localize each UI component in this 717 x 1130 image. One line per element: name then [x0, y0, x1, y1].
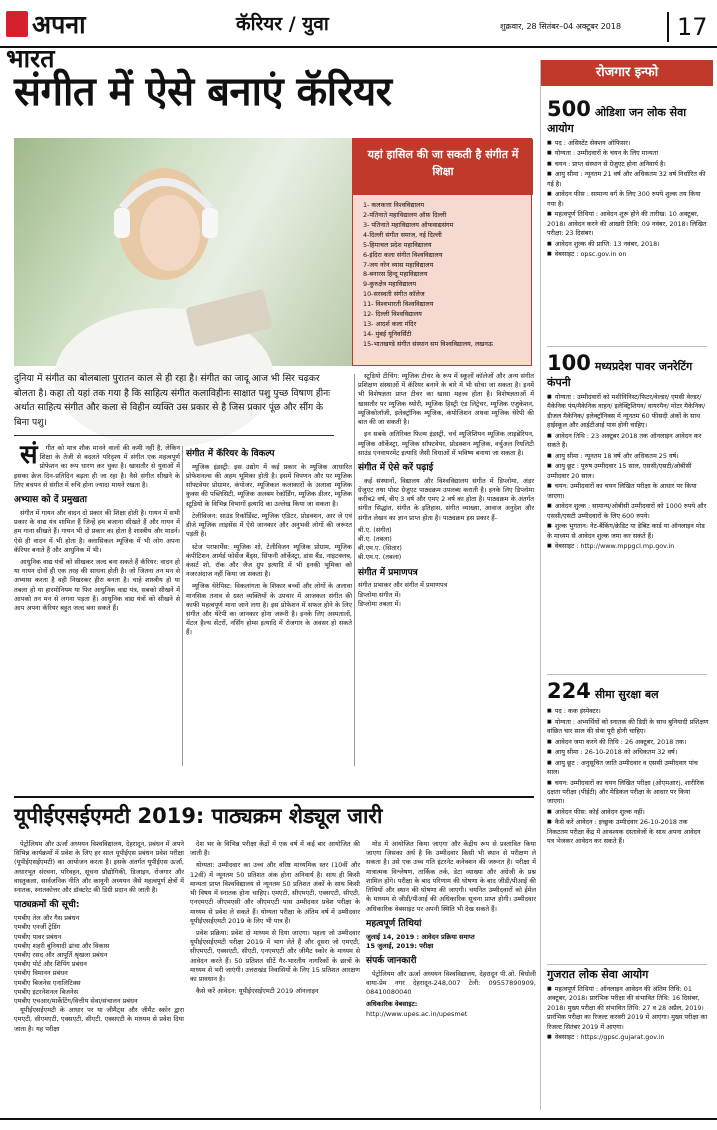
job-title: गुजरात लोक सेवा आयोग	[547, 968, 649, 981]
paragraph: टेलीविजन: साउंड रिकॉर्डिस्ट, म्यूजिक एडिटर, प्रोडक्शन, आर जे एवं डीजे म्यूजिक लाइसेंस में ऐसे जानकार और अनुभवी लोगों की जरूरत पड़ती है।	[186, 511, 352, 539]
institute-item: 14- मुंबई यूनिवर्सिटी	[363, 329, 412, 338]
paragraph-text: गीत को मात्र शौक मानने वालों की कमी नहीं है, लेकिन शिक्षा के तेजी से बदलते परिदृश्य में संगीत एक महत्वपूर्ण प्रोफेशन का रूप धारण कर चुका है। खासतौर से युवाओं में इसका क्रेज दिन-प्रतिदिन बढ़ता ही जा रहा है। वैसे संगीत सीखने के लिए बचपन से संगीत में रुचि होना ज्यादा मायने रखता है।	[14, 444, 180, 489]
job-vacancy-count: 224	[547, 679, 591, 703]
paragraph: स्टूडियो टीचिंग: म्यूजिक टीचर के रूप में स्कूलों कॉलेजों और अन्य संगीत प्रशिक्षण संस्थाओं में कॅरियर बनाने के बारे में भी सोचा जा सकता है। इनमें भी विशेषज्ञता प्राप्त टीचर का खासा महत्त्व होता है। विशेषज्ञताओं में खासतौर पर म्यूजिक थ्योरी, म्यूजिक हिस्ट्री एंड लिट्रेचर, म्यूजिक एजुकेशन, म्यूजिकोलॉजी, इलेक्ट्रॉनिक म्यूजिक, कंपोजिशन अथवा म्यूजिक थेरेपी की बात की जा सकती है।	[358, 372, 534, 427]
column-rule	[354, 374, 355, 766]
job-details	[547, 393, 709, 552]
page-footer-rule	[0, 1118, 717, 1130]
paragraph: कैसे करें आवेदन: यूपीईएसईएमटी 2019 ऑनलाइन	[196, 987, 319, 996]
course-item: एमबीए पोर्ट और शिपिंग प्रबंधन	[14, 960, 87, 969]
photo-headphone-left	[114, 208, 130, 238]
job-detail: ■ पद : कक इंस्पेक्टर।	[547, 707, 709, 716]
paragraph: मोड में आयोजित किया जाएगा और केंद्रीय रूप से प्रस्तावित किया जाएगा जिसका अर्थ है कि उम्मीदवार किसी भी स्थान से परीक्षण ले सकता है। उसे एक उच्च गति इंटरनेट कनेक्शन की जरूरत है। परीक्षा में मात्रात्मक विश्लेषण, तार्किक तर्क, डेटा व्याख्या और अंग्रेजी के प्रश्न शामिल होंगे। परीक्षा के बाद परिणाम की घोषणा के बाद जीडी/पीआई की तिथियों और स्थान की घोषणा की जाएगी। चयनित उम्मीदवारों को ईमेल के माध्यम से जीडी/पीआई की अधिकारिक सूचना प्राप्त होगी। उम्मीदवार अधिकारिक वेबसाइट पर अपनी स्थिति भी देख सकते हैं।	[366, 840, 536, 913]
course-item: बी.एम.ए. (सितार)	[358, 544, 402, 553]
job-title: सीमा सुरक्षा बल	[594, 688, 659, 701]
job-listing-mp-power	[541, 350, 713, 710]
job-detail: ■ आवेदन फीस : सामान्य वर्ग के लिए 300 रुपये शुल्क तय किया गया है।	[547, 190, 709, 209]
institute-item: 12- दिल्ली विश्वविद्यालय	[363, 310, 422, 319]
institute-item: 6-इंदिरा कला संगीत विश्वविद्यालय	[363, 250, 443, 259]
paragraph: योग्यता: उम्मीदवार का उच्च और वरिष्ठ माध्यमिक स्तर (10वीं और 12वीं) में न्यूनतम 50 प्रतिशत अंक होना अनिवार्य है। साथ ही किसी मान्यता प्राप्त विश्वविद्यालय से न्यूनतम 50 प्रतिशत अंकों के साथ किसी भी विषय में स्नातक होना चाहिए। एमएटी, सीएमएटी, एक्सएटी, सीएटी, एनएमएटी जीएमएसी और जीएमएटी पास उम्मीदवार प्रवेश परीक्षा के माध्यम से प्रवेश ले सकते हैं। योग्यता परीक्षा के अंतिम वर्ष में उम्मीदवार यूपीईएसईएमटी 2019 के लिए भी पात्र हैं।	[190, 861, 360, 925]
upes-column-3	[366, 840, 536, 1120]
subheading: संगीत में कॅरियर के विकल्प	[186, 449, 275, 459]
contact-info: पेट्रोलियम और ऊर्जा अध्ययन विश्वविद्यालय, देहरादून पी.ओ. बिधोली वाया-प्रेम नगर देहरादून-248,007 टेली: 09557890909, 08410080040	[366, 969, 536, 997]
job-heading	[547, 96, 709, 136]
upes-headline: यूपीईएसईएमटी 2019: पाठ्यक्रम शेड्यूल जारी	[14, 796, 534, 832]
paragraph: म्यूजिक इंडस्ट्री: इस उद्योग में कई प्रकार के म्यूजिक आधारित प्रोफेशनल्स की अहम भूमिका होती है। इसमें विपणन और पर म्यूजिक सॉफ्टवेयर प्रोग्रामर, कंपोजर, म्यूजिकल कलाकारों के अलावा म्यूजिक कुक्स की पब्लिसिटी, म्यूजिक अलबम रेकॉर्डिंग, म्यूजिक डीलर, म्यूजिक स्टूडियो के विभिन्न विभागों इत्यादि का उल्लेख किया जा सकता है।	[186, 462, 352, 508]
certificate-item: संगीत प्रभाकर और संगीत में प्रमाणपत्र	[358, 581, 448, 590]
website-label: अधिकारिक वेबसाइट:	[366, 1000, 418, 1009]
subheading: संगीत में प्रमाणपत्र	[358, 567, 418, 578]
photo-book	[185, 289, 272, 347]
course-item: एमबीए शहरी बुनियादी ढांचा और विकास	[14, 941, 110, 950]
upes-column-2	[190, 840, 360, 1120]
job-detail: ■ आवेदन जमा करने की तिथि : 26 अक्टूबर, 2018 तक।	[547, 738, 709, 747]
paragraph: यूपीईएसईएमटी के आधार पर या जीमैट्स और जीमैट स्कोर द्वारा एमएटी, सीएमएटी, एक्सएटी, सीएटी, एक्सएटी के माध्यम से प्रवेश दिया जाता है। यह परीक्षा	[14, 1006, 184, 1033]
job-detail: ■ आयु सीमा : न्यूनतम 18 वर्ष और अधिकतम 25 वर्ष।	[547, 452, 709, 461]
subheading: संपर्क जानकारी	[366, 955, 417, 966]
drop-cap: सं	[20, 440, 38, 470]
institutes-title: यहां हासिल की जा सकती है संगीत में शिक्षा	[353, 139, 533, 195]
institutes-list	[363, 201, 528, 365]
course-item: बी.एम.ए. (तबला)	[358, 553, 402, 562]
institute-item: 15-भातखण्डे संगीत संस्थान सम विश्वविद्यालय, लखनऊ	[363, 339, 493, 348]
certificate-item: डिप्लोमा संगीत में।	[358, 590, 401, 599]
job-details	[547, 707, 709, 847]
job-title: मध्यप्रदेश पावर जनरेटिंग कंपनी	[547, 360, 693, 390]
divider	[547, 674, 707, 675]
photo-face	[140, 195, 200, 271]
paragraph: पेट्रोलियम और ऊर्जा अध्ययन विश्वविद्यालय, देहरादून, प्रबंधन में अपने विभिन्न कार्यक्रमों में प्रवेश के लिए हर साल यूपीईएस प्रबंधन प्रवेश परीक्षा (यूपीईएसईएमटी) का आयोजन करता है। इसके अंतर्गत यूपीईएस ऊर्जा, अधारभूत संरचना, परिवहन, सूचना प्रौद्योगिकी, डिजाइन, रोजगार और वास्तुकला, सार्वजनिक नीति और कानूनी अध्ययन जैसे महत्वपूर्ण क्षेत्रों में स्नातक, स्नातकोत्तर और डॉक्टरेट की डिग्री प्रदान की जाती है।	[14, 840, 184, 895]
institute-item: 3- पंतिनाते महाविद्यालय ऑफवाद्यसंगम	[363, 220, 454, 229]
subheading: संगीत में ऐसे करें पढ़ाई	[358, 462, 434, 473]
job-detail: ■ योग्यता : उम्मीदवारों के चयन के लिए मान्यता	[547, 149, 709, 158]
course-item: बी.ए. (संगीत)	[358, 525, 392, 534]
job-detail: ■ आयु सीमा : न्यूनतम 21 वर्ष और अधिकतम 32 वर्ष निर्धारित की गई है।	[547, 170, 709, 189]
job-detail: ■ पद : असिस्टेंट सेक्शन ऑफिसर।	[547, 139, 709, 148]
job-detail: ■ कैसे करें आवेदन : इच्छुक उम्मीदवार 26-10-2018 तक निकटतम परीक्षा केंद्र में आवश्यक दस्तावेजों के साथ अपना आवेदन पत्र भेजकर आवेदन कर सकते हैं।	[547, 818, 709, 846]
course-item: एमबीए एनर्जी ट्रेडिंग	[14, 923, 61, 932]
institute-item: 9-कुरुक्षेत्र महाविद्यालय	[363, 280, 417, 289]
course-item: एमबीए इंटरनेशनल बिजनेस	[14, 987, 78, 996]
subheading: महत्वपूर्ण तिथियां	[366, 918, 422, 929]
page-number: 17	[667, 12, 713, 42]
website-link[interactable]: http://www.upes.ac.in/upesmet	[366, 1009, 468, 1018]
job-detail: ■ चयन : प्राप्त संस्थान से ग्रेजुएट होना अनिवार्य है।	[547, 160, 709, 169]
job-detail: ■ योग्यता : उम्मीदवारों को मशीनिनिस्ट/फिटर/वेल्डर/ एमसी वेल्डर/ मैकेनिक पंप/मैकेनिक वाहन/ इलेक्ट्रिशियन/ वायरमैन/ मोटर मैकेनिक/ डीजल मैकेनिक/ इलेक्ट्रॉनिक्स में न्यूनतम 60 फीसदी अंकों के साथ हाईस्कूल और आईटीआई पास होनी चाहिए।	[547, 393, 709, 431]
job-detail: ■ आवेदन फीस: कोई आवेदन शुल्क नहीं।	[547, 808, 709, 817]
dateline: शुक्रवार, 28 सितंबर–04 अक्टूबर 2018	[500, 22, 622, 31]
subheading: अभ्यास को दें प्रमुखता	[14, 495, 88, 506]
paragraph: देश भर के विभिन्न परीक्षा केंद्रों में एक वर्ष में कई बार आयोजित की जाती है।	[190, 840, 360, 858]
institute-item: 8-बनारस हिन्दू महाविद्यालय	[363, 270, 428, 279]
photo-girl-listening-music	[14, 138, 352, 366]
job-title: ओडिशा जन लोक सेवा आयोग	[547, 106, 687, 136]
institute-item: 1- कलकत्ता विश्वविद्यालय	[363, 201, 425, 209]
job-detail: ■ आवेदन शुल्क की प्राप्ति: 13 नवंबर, 2018।	[547, 240, 709, 249]
institute-item: 13- आदर्श कला मंदिर	[363, 320, 417, 329]
section-title: कॅरियर / युवा	[236, 13, 329, 35]
job-heading	[547, 678, 709, 704]
institute-item: 2-पंतिनाते महाविद्यालय ऑफ़ दिल्ली	[363, 210, 447, 219]
paragraph: आधुनिक वाद्य यंत्रों को सीखकर जल्द बना सकते हैं कॅरियर: वादन हो या गायन दोनों ही एक तरह की साधना होती है। जो जितना तन मन से अभ्यास करता है वही निखरकर हीरा बनता है। चाहे शास्त्रीय हो या तबला हो या हारमोनियम या फिर आधुनिक वाद्य यंत्र, सबको सीखने में आपको तन मन से लगना पड़ता है। आधुनिक वाद्य यंत्रों को सीखने से आप अपना कॅरियर बहुत जल्द बना सकते हैं।	[14, 557, 180, 613]
paragraph	[14, 440, 180, 490]
course-item: एमबीए तेल और गैस प्रबंधन	[14, 914, 80, 923]
paragraph: संगीत में गायन और वादन दो प्रकार की शिक्षा होती है। गायन में सभी प्रकार के वाद्य यंत्र शामिल हैं जिन्हें हम बजाना सीखते हैं और गायन में हम गाना सीखते हैं। गायन भी दो प्रकार का होता है शास्त्रीय और माडर्न। ऐसे ही वादन में भी होता है। क्लासिकल म्यूजिक में भी लोग अपना कॅरियर बनाते हैं और आधुनिक में भी।	[14, 508, 180, 554]
job-details	[547, 985, 709, 1043]
job-detail: ■ आयु छूट : पुरुष उम्मीदवार 15 साल, एससी/एसटी/ओबीसी उम्मीदवार 20 साल।	[547, 462, 709, 481]
divider	[547, 346, 707, 347]
paragraph: प्रवेश प्रक्रिया: प्रवेश दो माध्यम से दिया जाएगा। पहला जो उम्मीदवार यूपीईएसईएमटी परीक्षा 2019 में भाग लेते हैं और दूसरा जो एमएटी, सीएमएटी, एक्सएटी, सीएटी, एनएमएटी और जीमैट स्कोर के माध्यम से आवेदन करते हैं। 50 प्रतिशत सीटें गैर-भारतीय नागरिकों के छात्रों के माध्यम से भरी जाएंगी। उत्तराखंड निवासियों के लिए 15 प्रतिशत आरक्षण का प्रावधान है।	[190, 928, 360, 984]
job-detail: ■ आयु सीमा : 26-10-2018 को अधिकतम 32 वर्ष।	[547, 748, 709, 757]
paragraph: स्टेज परफार्मेंस: म्यूजिक शो, टेलीविजन म्यूजिक प्रोग्राम, म्यूजिक कंपीटिशन आर्मर्ड फोर्सेज बैंड्स, सिंफनी ऑर्केस्ट्रा, डांस बैंड, नाइटक्लब, कंसर्ट शो, रॉक और जैज ग्रुप इत्यादि में भी इनकी भूमिका को नजरअंदाज नहीं किया जा सकता है।	[186, 542, 352, 579]
course-item: एमबीए एचआर/मार्केटिंग/वित्तीय सेवा/संचालन प्रबंधन	[14, 997, 138, 1006]
institute-item: 5-हिमाचल प्रदेश महाविद्यालय	[363, 240, 432, 249]
paragraph: म्यूजिक थेरेपिस्ट: विकलांगता के शिकार बच्चों और लोगों के अलावा मानसिक तनाव से ग्रस्त व्यक्तियों के उपचार में आजकल संगीत की काफी महत्वपूर्ण माना जाने लगा है। इस प्रोफेशन में सफल होने के लिए संगीत और थेरेपी का जानकार होना जरूरी है। इनके लिए अस्पतालों, मेंटल हैल्थ सेंटरों, नर्सिंग होम्स इत्यादि में रोजगार के अवसर हो सकते हैं।	[186, 582, 352, 637]
job-detail: ■ आवेदन शुल्क : सामान्य/ओबीसी उम्मीदवारों को 1000 रुपये और एससी/एसटी उम्मीदवारों के लिए 600 रुपये।	[547, 502, 709, 521]
brand-logo	[6, 8, 141, 73]
institutes-box	[352, 138, 532, 366]
job-detail: ■ आयु छूट : अनुसूचित जाति उम्मीदवार व एससी उम्मीदवार पांच साल।	[547, 759, 709, 778]
article-headline: संगीत में ऐसे बनाएं कॅरियर	[14, 69, 392, 115]
brand-name: अपना भारत	[6, 10, 86, 73]
article-column-3	[358, 372, 534, 774]
institute-item: 7-जय नरेन व्यास महाविद्यालय	[363, 260, 434, 269]
job-listing-bsf	[541, 678, 713, 968]
job-detail: ■ वेबसाइट : opsc.gov.in on	[547, 250, 709, 259]
paragraph: इन सबके अतिरिक्त फिल्म इंडस्ट्री, चर्च म्यूजिशियन म्यूजिक लाइब्रेरियन, म्यूजिक ऑर्केस्ट्रा, म्यूजिक सॉफ्टवेयर, प्रोडक्शन म्यूजिक, वर्चुअल रियलिटी साउंड एनवायरमेंट इत्यादि जैसी विधाओं में भविष्य बनाया जा सकता है।	[358, 430, 534, 457]
job-detail: ■ चयन: उम्मीदवारों का चयन लिखित परीक्षा (ओएमआर), शारीरिक दक्षता परीक्षा (पीईटी) और मेडिकल परीक्षा के आधार पर किया जाएगा।	[547, 779, 709, 807]
job-detail: ■ आवेदन तिथि : 23 अक्टूबर 2018 तक ऑनलाइन आवेदन कर सकते हैं।	[547, 432, 709, 451]
course-item: एमबीए पावर प्रबंधन	[14, 932, 62, 941]
job-detail: ■ योग्यता : अभ्यर्थियों को स्नातक की डिग्री के साथ बुनियादी प्रशिक्षण वांछित चार साल की सेवा पूरी होनी चाहिए।	[547, 718, 709, 737]
brand-logo-icon	[6, 11, 28, 37]
job-detail: ■ चयन: उम्मीदवारों का चयन लिखित परीक्षा के आधार पर किया जाएगा।	[547, 482, 709, 501]
job-detail: ■ महत्वपूर्ण तिथियां : आवेदन शुरू होने की तारीख: 10 अक्टूबर, 2018। आवेदन करने की आखरी तिथि: 09 नवंबर, 2018। लिखित परीक्षा: 23 दिसंबर।	[547, 210, 709, 238]
job-listing-gpsc	[541, 968, 713, 1108]
job-detail: ■ महत्वपूर्ण तिथियां : ऑनलाइन आवेदन की अंतिम तिथि: 01 अक्टूबर, 2018। प्रारंभिक परीक्षा की संभावित तिथि: 16 दिसंबर, 2018। मुख्य परीक्षा की संभावित तिथि: 27 व 28 अप्रैल, 2019। प्रारंभिक परीक्षा का रिजल्ट करवरी 2019 में आएगा। मुख्य परीक्षा का रिजल्ट सितंबर 2019 में आएगा।	[547, 985, 709, 1032]
important-date: 15 जुलाई, 2019: परीक्षा	[366, 941, 434, 950]
paragraph: कई संस्थानों, विद्यालय और विश्वविद्यालय संगीत में डिप्लोमा, अंडर ग्रेजुएट तथा पोस्ट ग्रेजुएट पाठ्यक्रम उपलब्ध कराती है। इनके लिए डिप्लोमा करीब2 वर्ष, बीए 3 वर्ष और एमए 2 वर्ष का होता है। पाठ्यक्रम के अंतर्गत संगीत सिद्धांत, संगीत के इतिहास, संगीत व्याख्या, आवाज अनुदेश और संगीत लेखन का ज्ञान प्राप्त होता है। पाठ्यक्रम इस प्रकार हैं-	[358, 476, 534, 522]
institute-item: 4-दिल्ली संगीत समाज, नई दिल्ली	[363, 230, 442, 239]
job-detail: ■ वेबसाइट : http://www.mppgcl.mp.gov.in	[547, 542, 709, 551]
article-lead: दुनिया में संगीत का बोलबाला पुरातन काल से ही रहा है। संगीत का जादू आज भी सिर चढ़कर बोलता है। कहा तो यहां तक गया है कि साहित्य संगीत कलाविहीनः साक्षात पशु पुच्छ विषाण हीनः अर्थात साहित्य संगीत और कला से विहीन व्यक्ति उस प्रकार से है जिस प्रकार पूंछ और सींग के बिना पशु।	[14, 372, 334, 436]
course-item: एमबीए रसद और आपूर्ति श्रृंखला प्रबंधन	[14, 950, 108, 959]
institute-item: 10-सरस्वती संगीत कॉलेज	[363, 290, 425, 299]
course-item: एमबीए बिजनेस एनालिटिक्स	[14, 978, 81, 987]
certificate-item: डिप्लोमा तबला में।	[358, 599, 401, 608]
divider	[547, 964, 707, 965]
job-vacancy-count: 500	[547, 97, 591, 121]
institute-item: 11- विश्वभारती विश्वविद्यालय	[363, 300, 434, 309]
rozgar-info-sidebar	[540, 60, 712, 1110]
job-heading	[547, 350, 709, 390]
sidebar-title: रोजगार इन्फो	[541, 60, 713, 86]
course-item: एमबीए विमानन प्रबंधन	[14, 969, 68, 978]
job-detail: ■ वेबसाइट : https://gpsc.gujarat.gov.in	[547, 1033, 709, 1042]
column-rule	[182, 446, 183, 766]
article-column-1	[14, 440, 180, 774]
photo-headphone-right	[202, 208, 218, 238]
photo-illustration	[14, 138, 352, 366]
upes-column-1	[14, 840, 184, 1120]
important-date: जुलाई 14, 2019 : आवेदन प्रक्रिया समाप्त	[366, 932, 475, 941]
job-detail: ■ शुल्क भुगतान: नेट-बैंकिंग/क्रेडिट या डेबिट कार्ड या ऑनलाइन मोड के माध्यम से आवेदन शुल्क जमा कर सकते हैं।	[547, 522, 709, 541]
job-vacancy-count: 100	[547, 351, 591, 375]
subheading: पाठ्यक्रमों की सूची:	[14, 900, 80, 911]
article-column-2	[186, 444, 352, 774]
course-item: बी.ए. (तबला)	[358, 535, 392, 544]
job-details	[547, 139, 709, 260]
